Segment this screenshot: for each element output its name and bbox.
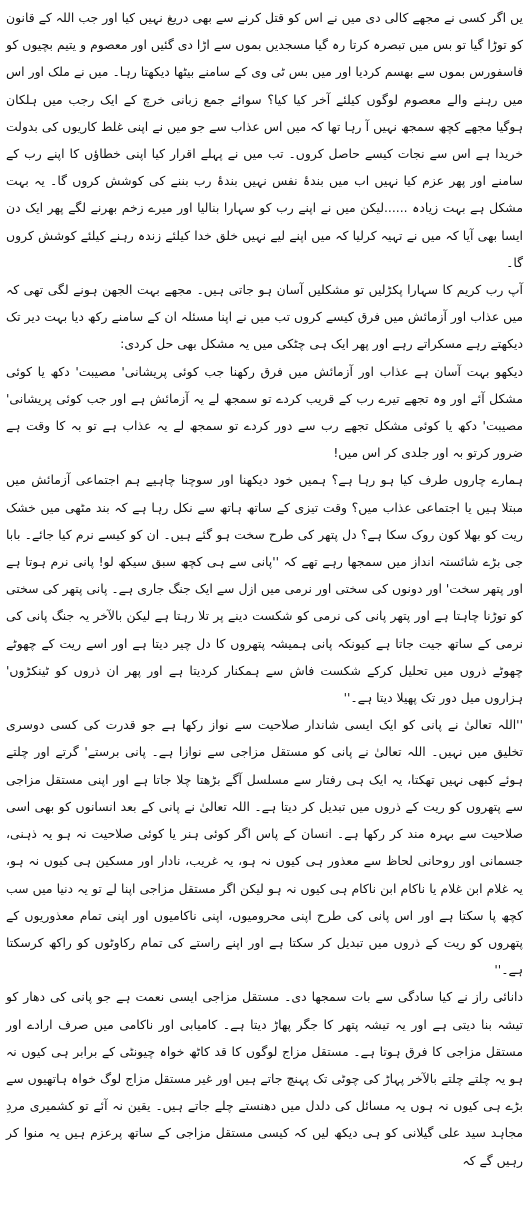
paragraph-1: یں اگر کسی نے مجھے کالی دی میں نے اس کو قتل کرنے سے بھی دریغ نہیں کیا اور جب اللہ کے قانون کو توڑا گیا تو بس میں تبصرہ کرتا رہ گیا مسجدیں بموں سے اڑا دی گئیں اور معصوم و یتیم بچیوں کو فاسفورس بموں سے بھسم کردیا اور میں بس ٹی وی کے سامنے بیٹھا دیکھتا رہا۔ میں نے ملک اور اس میں رہنے والے معصوم لوگوں کیلئے آخر کیا کیا؟ سوائے جمع زبانی خرچ کے ایک رجب میں ہلکان ہوگیا مجھے کچھ سمجھ نہیں آ رہا تھا کہ میں اس عذاب سے جو میں نے اپنی غلط کاریوں کی بدولت خریدا ہے اس سے نجات کیسے حاصل کروں۔ تب میں نے پہلے اقرار کیا اپنی خطاؤں کا اپنے رب کے سامنے اور پھر عزم کیا نہیں اب میں بندۂ نفس نہیں بندۂ رب بننے کی کوشش کروں گا۔ یہ بہت مشکل ہے بہت زیادہ ......لیکن میں نے اپنے رب کو سہارا بنالیا اور میرے زخم بھرنے لگے پھر ایک دن ایسا بھی آیا کہ میں نے تہیہ کرلیا کہ میں اپنے لیے نہیں خلق خدا کیلئے زندہ رہنے کیلئے کوشش کروں گا۔ bbox=[6, 10, 523, 270]
paragraph-2: آپ رب کریم کا سہارا پکڑلیں تو مشکلیں آسان ہو جاتی ہیں۔ مجھے بہت الجھن ہونے لگی تھی کہ میں عذاب اور آزمائش میں فرق کیسے کروں تب میں نے اپنا مسئلہ ان کے سامنے رکھ دیا بہت دیر تک دیکھتے رہے مسکراتے رہے اور پھر ایک ہی چٹکی میں یہ مشکل بھی حل کردی: bbox=[6, 282, 523, 352]
paragraph-5: ''اللہ تعالیٰ نے پانی کو ایک ایسی شاندار صلاحیت سے نواز رکھا ہے جو قدرت کی کسی دوسری تخلیق میں نہیں۔ اللہ تعالیٰ نے پانی کو مستقل مزاجی سے نوازا ہے۔ پانی برستے' گرتے اور چلتے ہوئے کبھی نہیں تھکتا، یہ ایک ہی رفتار سے مسلسل آگے بڑھتا چلا جاتا ہے اور اپنی مستقل مزاجی سے پتھروں کو ریت کے ذروں میں تبدیل کر دیتا ہے۔ اللہ تعالیٰ نے پانی کے بعد انسانوں کو بھی اسی صلاحیت سے بہرہ مند کر رکھا ہے۔ انسان کے پاس اگر کوئی ہنر یا کوئی صلاحیت نہ ہو یہ ذہنی، جسمانی اور روحانی لحاظ سے معذور ہی کیوں نہ ہو، یہ غریب، نادار اور مسکین ہی کیوں نہ ہو، یہ غلام ابن غلام یا ناکام ابن ناکام ہی کیوں نہ ہو لیکن اگر مستقل مزاجی اپنا لے تو یہ دنیا میں سب کچھ پا سکتا ہے اور اس پانی کی طرح اپنی محرومیوں، اپنی ناکامیوں اور اپنی تمام معذوریوں کے پتھروں کو ریت کے ذروں میں تبدیل کر سکتا ہے اور اپنے راستے کی تمام رکاوٹوں کو راکھ کرسکتا ہے۔'' bbox=[6, 717, 523, 978]
paragraph-4: ہمارے چاروں طرف کیا ہو رہا ہے؟ ہمیں خود دیکھنا اور سوچنا چاہیے ہم اجتماعی آزمائش میں مبتلا ہیں یا اجتماعی عذاب میں؟ وقت تیزی کے ساتھ ہاتھ سے نکل رہا ہے کہ بند مٹھی میں خشک ریت کو بھلا کون روک سکا ہے؟ دل پتھر کی طرح سخت ہو گئے ہیں۔ ان کو کیسے نرم کیا جائے۔ بابا جی بڑے شائستہ انداز میں سمجھا رہے تھے کہ ''پانی سے ہی کچھ سبق سیکھ لو! پانی نرم ہوتا ہے اور پتھر سخت' اور دونوں کی سختی اور نرمی میں ازل سے ایک جنگ جاری ہے۔ پانی پتھر کی سختی کو توڑنا چاہتا ہے اور پتھر پانی کی نرمی کو شکست دینے پر تلا رہتا ہے لیکن بالآخر یہ جنگ پانی کی نرمی کے ساتھ جیت جاتا ہے کیونکہ پانی ہمیشہ پتھروں کا دل چیر دیتا ہے اور اسے ریت کے چھوٹے چھوٹے ذروں میں تحلیل کرکے شکست فاش سے ہمکنار کردیتا ہے اور پھر ان ذروں کو ٹینکڑوں' ہزاروں میل دور تک پھیلا دیتا ہے۔'' bbox=[6, 472, 523, 706]
paragraph-3: دیکھو بہت آسان ہے عذاب اور آزمائش میں فرق رکھنا جب کوئی پریشانی' مصیبت' دکھ یا کوئی مشکل آئے اور وہ تجھے تیرے رب کے قریب کردے تو سمجھ لے یہ آزمائش ہے اور جب کوئی پریشانی' مصیبت' دکھ یا کوئی مشکل تجھے رب سے دور کردے تو سمجھ لے یہ عذاب ہے تو بہ کا وقت ہے ضرور کرتو بہ اور جلدی کر اس میں! bbox=[6, 363, 523, 461]
paragraph-6: دانائی راز نے کیا سادگی سے بات سمجھا دی۔ مستقل مزاجی ایسی نعمت ہے جو پانی کی دھار کو تیشہ بنا دیتی ہے اور یہ تیشہ پتھر کا جگر پھاڑ دیتا ہے۔ کامیابی اور ناکامی میں صرف ارادے اور مستقل مزاجی کا فرق ہوتا ہے۔ مستقل مزاج لوگوں کا قد کاٹھ خواہ چیونٹی کے برابر ہی کیوں نہ ہو یہ چلتے چلتے بالآخر پہاڑ کی چوٹی تک پہنچ جاتے ہیں اور غیر مستقل مزاج لوگ خواہ ہاتھیوں سے بڑے ہی کیوں نہ ہوں یہ مسائل کی دلدل میں دھنستے چلے جاتے ہیں۔ یقین نہ آئے تو کشمیری مردِ مجاہد سید علی گیلانی کو ہی دیکھ لیں کہ کیسی مستقل مزاجی کے ساتھ پرعزم ہیں یہ منوا کر رہیں گے کہ bbox=[6, 989, 523, 1168]
